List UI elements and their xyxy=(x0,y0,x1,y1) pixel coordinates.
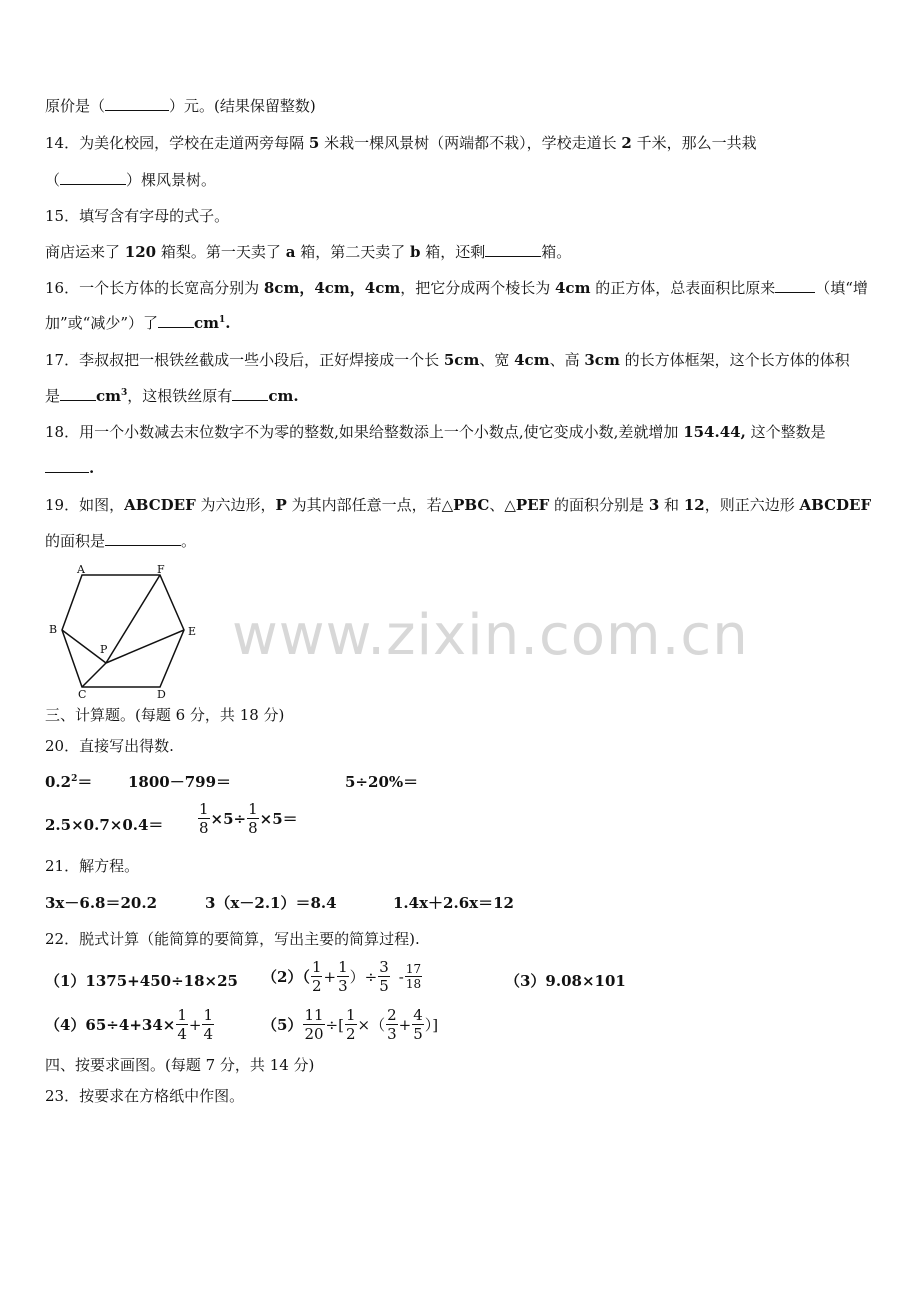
q17-f: ，这根铁丝原有 xyxy=(127,387,233,405)
line-p-f xyxy=(106,575,160,663)
numerator: 1 xyxy=(345,1006,356,1024)
q15-line2 xyxy=(45,242,571,262)
q17-line1 xyxy=(45,350,850,370)
q22-p5-b: ×（ xyxy=(357,1016,386,1034)
q15-b: 箱梨。第一天卖了 xyxy=(160,243,281,261)
q16-edge: 4cm xyxy=(555,279,591,297)
q16-sup: 1 xyxy=(219,315,226,325)
q16-dims: 8cm，4cm，4cm xyxy=(263,279,401,297)
answer-blank xyxy=(60,386,96,401)
q16-line2 xyxy=(45,313,231,333)
answer-blank xyxy=(45,458,89,473)
q16-e: 加”或“减少”）了 xyxy=(45,314,159,332)
q16-line1 xyxy=(45,278,868,298)
q19-t2: △PEF xyxy=(504,496,550,514)
q19-a: 19．如图， xyxy=(45,496,125,514)
answer-blank xyxy=(60,170,126,185)
q20-item5-mid: ×5÷ xyxy=(210,809,247,828)
numerator: 17 xyxy=(405,962,422,976)
minus-sign: - xyxy=(398,967,404,986)
q20-item2: 1800－799＝ xyxy=(128,773,232,791)
fraction xyxy=(176,1006,188,1043)
q19-g: ，则正六边形 xyxy=(704,496,795,514)
label-p: P xyxy=(100,643,108,656)
q17-line2 xyxy=(45,386,299,406)
denominator: 8 xyxy=(199,819,209,837)
q18-line1 xyxy=(45,422,826,442)
q22-p5-a: ÷[ xyxy=(325,1015,344,1034)
q17-end: . xyxy=(293,387,299,405)
answer-blank xyxy=(105,96,169,111)
q20-item5-end: ×5＝ xyxy=(259,810,298,828)
q18-b: 这个整数是 xyxy=(750,423,826,441)
label-f: F xyxy=(157,563,165,576)
q20-item1-sup: 2 xyxy=(71,774,78,784)
q20-item3: 5÷20%＝ xyxy=(345,773,419,791)
q21-eq2: 3（x－2.1）＝8.4 xyxy=(205,894,337,912)
q19-h: 的面积是 xyxy=(45,532,106,550)
q17-hei: 3cm xyxy=(584,351,620,369)
q13-pre: 原价是（ xyxy=(45,97,106,115)
q17-a: 17．李叔叔把一根铁丝截成一些小段后，正好焊接成一个长 xyxy=(45,351,440,369)
fraction xyxy=(198,800,210,837)
fraction xyxy=(247,800,259,837)
numerator: 1 xyxy=(199,800,209,818)
q23-title: 23．按要求在方格纸中作图。 xyxy=(45,1087,245,1105)
q19-end: 。 xyxy=(181,532,197,550)
denominator: 3 xyxy=(387,1025,397,1043)
q17-unit: cm xyxy=(96,387,122,405)
fraction xyxy=(345,1006,357,1043)
q22-p2-mid: ）÷ xyxy=(349,968,378,986)
numerator: 2 xyxy=(387,1006,397,1024)
q18-num: 154.44, xyxy=(683,423,746,441)
q17-d: 的长方体框架，这个长方体的体积 xyxy=(624,351,850,369)
q21-eq3: 1.4x＋2.6x＝12 xyxy=(393,894,514,912)
numerator: 11 xyxy=(304,1006,324,1024)
q19-n1: 3 xyxy=(648,496,660,514)
q16-a: 16．一个长方体的长宽高分别为 xyxy=(45,279,260,297)
denominator: 20 xyxy=(304,1025,324,1043)
q22-part1: （1）1375+450÷18×25 xyxy=(45,972,238,990)
q14-num1: 5 xyxy=(308,134,320,152)
q19-hex: ABCDEF xyxy=(124,496,196,514)
q17-e: 是 xyxy=(45,387,61,405)
q17-len: 5cm xyxy=(443,351,480,369)
fraction xyxy=(386,1006,398,1043)
q16-b: ，把它分成两个棱长为 xyxy=(400,279,551,297)
numerator: 1 xyxy=(203,1006,213,1024)
q20-item1-base: 0.2 xyxy=(45,773,72,791)
numerator: 3 xyxy=(379,958,389,976)
answer-blank xyxy=(158,313,194,328)
q18-line2 xyxy=(45,458,94,478)
denominator: 4 xyxy=(177,1025,187,1043)
q16-c: 的正方体，总表面积比原来 xyxy=(595,279,776,297)
plus-sign: + xyxy=(323,967,337,986)
q19-p: P xyxy=(275,496,287,514)
answer-blank xyxy=(485,242,541,257)
answer-blank xyxy=(105,531,181,546)
q18-a: 18．用一个小数减去末位数字不为零的整数,如果给整数添上一个小数点,使它变成小数,差就增加 xyxy=(45,423,679,441)
q21-title: 21．解方程。 xyxy=(45,857,140,875)
denominator: 8 xyxy=(248,819,258,837)
fraction xyxy=(303,1006,324,1043)
q22-p2-pre: （2）（ xyxy=(262,968,310,986)
q15-n: 120 xyxy=(124,243,157,261)
section-4-heading: 四、按要求画图。(每题 7 分，共 14 分) xyxy=(45,1056,315,1074)
q22-p5-pre: （5） xyxy=(262,1016,303,1034)
denominator: 5 xyxy=(413,1025,423,1043)
q15-d: 箱，还剩 xyxy=(425,243,486,261)
q16-d: （填“增 xyxy=(815,279,868,297)
denominator: 4 xyxy=(203,1025,213,1043)
denominator: 5 xyxy=(379,977,389,995)
q14-line1 xyxy=(45,133,757,153)
line-p-c xyxy=(82,663,106,687)
hexagon-shape xyxy=(62,575,184,687)
fraction xyxy=(405,962,422,991)
q22-part4 xyxy=(45,1006,215,1043)
q19-line2 xyxy=(45,531,196,551)
denominator: 2 xyxy=(345,1025,356,1043)
q14-text-a: 14．为美化校园，学校在走道两旁每隔 xyxy=(45,134,305,152)
numerator: 4 xyxy=(413,1006,423,1024)
q20-item5 xyxy=(197,800,298,837)
section-3-heading: 三、计算题。(每题 6 分，共 18 分) xyxy=(45,706,285,724)
label-d: D xyxy=(157,688,166,700)
q17-sup: 3 xyxy=(121,388,128,398)
label-c: C xyxy=(78,688,87,700)
fraction xyxy=(311,958,323,995)
fraction xyxy=(412,1006,424,1043)
label-a: A xyxy=(77,563,85,576)
label-b: B xyxy=(49,623,58,636)
q20-item1 xyxy=(45,771,92,792)
q15-var-a: a xyxy=(285,243,296,261)
q22-title: 22．脱式计算（能简算的要简算，写出主要的简算过程). xyxy=(45,930,420,948)
answer-blank xyxy=(775,278,815,293)
fraction xyxy=(378,958,390,995)
q19-c: 为其内部任意一点，若 xyxy=(291,496,442,514)
numerator: 1 xyxy=(311,958,322,976)
q20-item1-eq: ＝ xyxy=(77,773,93,791)
numerator: 1 xyxy=(177,1006,187,1024)
q22-part3: （3）9.08×101 xyxy=(505,972,626,990)
q13-post: ）元。(结果保留整数) xyxy=(169,97,316,115)
q19-t1: △PBC xyxy=(441,496,490,514)
q17-b: 、宽 xyxy=(479,351,510,369)
q19-d: 、 xyxy=(489,496,505,514)
q19-hex2: ABCDEF xyxy=(799,496,872,514)
fraction xyxy=(202,1006,214,1043)
q19-line1 xyxy=(45,495,871,515)
q20-item4: 2.5×0.7×0.4＝ xyxy=(45,816,164,834)
q14-close: ）棵风景树。 xyxy=(126,171,217,189)
q14-num2: 2 xyxy=(621,134,632,152)
q19-b: 为六边形， xyxy=(200,496,276,514)
q14-text-c: 千米，那么一共栽 xyxy=(636,134,757,152)
q20-title: 20．直接写出得数. xyxy=(45,737,174,755)
q14-open: （ xyxy=(45,171,61,189)
q19-f: 和 xyxy=(664,496,680,514)
denominator: 3 xyxy=(338,977,348,995)
q15-c: 箱，第二天卖了 xyxy=(300,243,406,261)
denominator: 18 xyxy=(405,977,422,991)
watermark: www.zixin.com.cn xyxy=(232,603,749,668)
q17-unit2: cm xyxy=(268,387,294,405)
q17-wid: 4cm xyxy=(514,351,550,369)
q15-var-b: b xyxy=(410,243,421,261)
plus-sign: + xyxy=(398,1015,412,1034)
fraction xyxy=(337,958,349,995)
hexagon-figure xyxy=(44,560,204,700)
q22-p4-pre: （4）65÷4+34× xyxy=(45,1016,176,1034)
q16-unit: cm xyxy=(194,314,220,332)
numerator: 1 xyxy=(338,958,348,976)
q16-end: . xyxy=(225,314,231,332)
q21-eq1: 3x－6.8＝20.2 xyxy=(45,894,158,912)
q18-end: . xyxy=(89,459,95,477)
plus-sign: + xyxy=(188,1015,202,1034)
q22-p5-end: ）] xyxy=(424,1016,439,1034)
q22-part5 xyxy=(262,1006,438,1043)
q13-tail xyxy=(45,96,316,116)
q15-e: 箱。 xyxy=(541,243,572,261)
q15-title: 15．填写含有字母的式子。 xyxy=(45,207,230,225)
q14-text-b: 米栽一棵风景树（两端都不栽），学校走道长 xyxy=(324,134,617,152)
q17-c: 、高 xyxy=(549,351,580,369)
answer-blank xyxy=(232,386,268,401)
q19-n2: 12 xyxy=(683,496,705,514)
q15-a: 商店运来了 xyxy=(45,243,121,261)
denominator: 2 xyxy=(311,977,322,995)
label-e: E xyxy=(188,625,197,638)
numerator: 1 xyxy=(248,800,258,818)
q22-part2 xyxy=(262,958,423,995)
q19-e: 的面积分别是 xyxy=(554,496,645,514)
q14-line2 xyxy=(45,170,216,190)
